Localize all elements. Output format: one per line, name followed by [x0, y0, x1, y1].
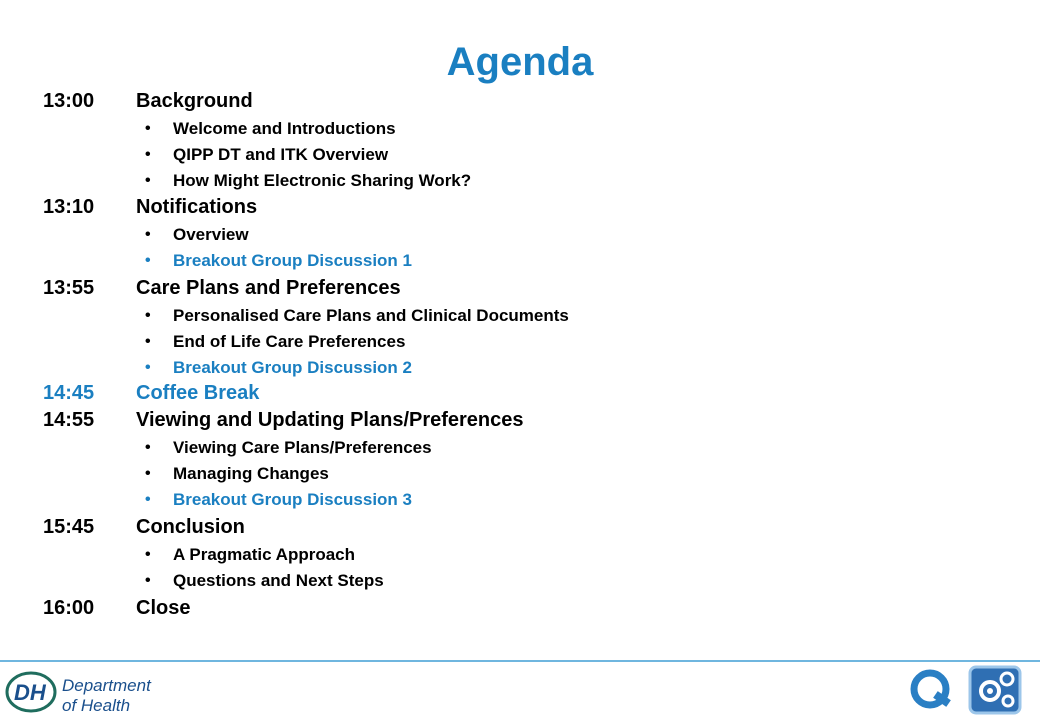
dh-logo-line2: of Health: [62, 696, 131, 715]
session-time: 14:55: [43, 409, 95, 431]
bullet-icon: •: [145, 439, 151, 456]
q-logo-icon: [914, 673, 951, 707]
agenda-item: Breakout Group Discussion 1: [173, 251, 412, 270]
dh-logo-line1: Department: [62, 676, 151, 695]
bullet-icon: •: [145, 307, 151, 324]
agenda-item: Managing Changes: [173, 464, 329, 483]
bullet-icon: •: [145, 172, 151, 189]
bullet-icon: •: [145, 572, 151, 589]
session-time: 13:00: [43, 90, 95, 112]
bullet-icon: •: [145, 491, 151, 508]
session-title: Background: [136, 90, 253, 112]
bullet-icon: •: [145, 146, 151, 163]
footer-divider: [0, 660, 1040, 662]
bullet-icon: •: [145, 546, 151, 563]
session-time: 14:45: [43, 382, 95, 404]
agenda-item: Overview: [173, 225, 249, 244]
agenda-item: Personalised Care Plans and Clinical Documents: [173, 306, 569, 325]
session-title: Conclusion: [136, 516, 245, 538]
agenda-item: Breakout Group Discussion 2: [173, 358, 412, 377]
agenda-item: How Might Electronic Sharing Work?: [173, 171, 472, 190]
agenda-item: QIPP DT and ITK Overview: [173, 145, 389, 164]
partner-logos: [908, 665, 1033, 715]
session-time: 13:10: [43, 196, 95, 218]
session-title: Viewing and Updating Plans/Preferences: [136, 409, 524, 431]
agenda-item: End of Life Care Preferences: [173, 332, 406, 351]
agenda-item: Questions and Next Steps: [173, 571, 384, 590]
bullet-icon: •: [145, 465, 151, 482]
department-of-health-logo: [4, 667, 164, 719]
page-title: Agenda: [446, 40, 594, 84]
bullet-icon: •: [145, 359, 151, 376]
session-time: 16:00: [43, 597, 95, 619]
agenda-item: A Pragmatic Approach: [173, 545, 356, 564]
agenda-item: Viewing Care Plans/Preferences: [173, 438, 432, 457]
bullet-icon: •: [145, 226, 151, 243]
session-title: Coffee Break: [136, 382, 260, 404]
session-title: Care Plans and Preferences: [136, 277, 401, 299]
session-title: Close: [136, 597, 191, 619]
dh-logo-mark: DH: [14, 680, 46, 705]
gears-icon: [970, 667, 1020, 713]
bullet-icon: •: [145, 120, 151, 137]
bullet-icon: •: [145, 333, 151, 350]
session-time: 13:55: [43, 277, 95, 299]
bullet-icon: •: [145, 252, 151, 269]
agenda-item: Welcome and Introductions: [173, 119, 396, 138]
session-title: Notifications: [136, 196, 258, 218]
session-time: 15:45: [43, 516, 95, 538]
agenda-item: Breakout Group Discussion 3: [173, 490, 412, 509]
